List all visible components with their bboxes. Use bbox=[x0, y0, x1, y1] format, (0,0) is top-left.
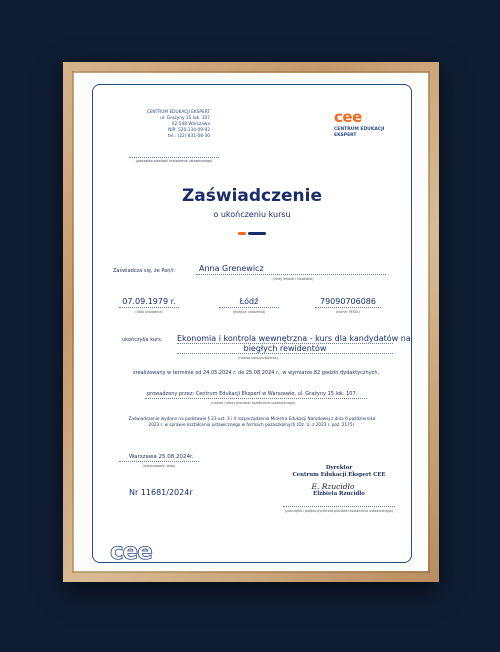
certificate-title: Zaświadczenie bbox=[181, 186, 323, 206]
director-name: Elżbieta Rzucidło bbox=[313, 491, 365, 497]
birth-place: Łódź bbox=[239, 297, 259, 306]
frame-mat bbox=[74, 73, 428, 571]
provider-caption: (nazwa i adres placówki kształcenia ustawicznego) bbox=[211, 401, 295, 405]
stamp-caption: (pieczątka placówki kształcenia ustawicznego) bbox=[135, 159, 213, 163]
birth-place-line bbox=[219, 307, 279, 308]
course-provider: prowadzony przez: Centrum Edukacji Ekspert w Warszawie, ul. Grażyny 15 lok. 107. bbox=[147, 391, 358, 397]
divider-navy bbox=[248, 232, 266, 235]
address-line: 02-548 Warszawa bbox=[171, 122, 210, 127]
institution-address bbox=[120, 110, 210, 140]
director-signature: E. Rzucidło bbox=[311, 482, 355, 491]
course-dates: zrealizowany w terminie od 24.05.2024 r. do 25.08.2024 r., w wymiarze 82 godzin dydaktycznych, bbox=[133, 370, 380, 376]
stamp-line bbox=[129, 157, 219, 158]
issue-place-date: Warszawa 25.08.2024r. bbox=[129, 454, 194, 460]
address-line: ul. Grażyny 15 lok. 107 bbox=[160, 116, 210, 121]
director-caption: (pieczątka i podpis dyrektora placówki kształcenia ustawicznego) bbox=[285, 509, 393, 513]
course-name-line2: biegłych rewidentów bbox=[243, 344, 327, 353]
logo-name-line2: EKSPERT bbox=[334, 132, 357, 138]
birth-date-line bbox=[119, 307, 179, 308]
institution-name: CENTRUM EDUKACJI EKSPERT bbox=[146, 110, 210, 115]
logo-mark: cee bbox=[334, 108, 362, 126]
cee-logo bbox=[334, 110, 394, 138]
course-name-line1: Ekonomia i kontrola wewnętrzna - kurs dla kandydatów na bbox=[177, 334, 411, 343]
logo-name-line1: CENTRUM EDUKACJI bbox=[334, 127, 385, 132]
person-label: Zaświadcza się, że Pan/i: bbox=[113, 268, 176, 274]
title-divider bbox=[238, 232, 266, 236]
director-sign-line bbox=[283, 506, 395, 507]
course-caption: (nazwa kursu/szkolenia) bbox=[238, 356, 278, 360]
person-name: Anna Grenewicz bbox=[199, 264, 264, 273]
watermark-logo: cee bbox=[110, 539, 152, 565]
picture-frame bbox=[63, 62, 439, 582]
provider-line bbox=[145, 398, 367, 399]
certificate bbox=[92, 84, 412, 563]
legal-line2: 2023 r. w sprawie kształcenia ustawicznego w formach pozaszkolnych (Dz. U. z 2023 r. poz. 2175). bbox=[148, 422, 356, 427]
address-line: NIP: 520-134-09-92 bbox=[168, 128, 210, 133]
director-block bbox=[279, 465, 399, 479]
pesel-line bbox=[315, 307, 381, 308]
certificate-subtitle: o ukończeniu kursu bbox=[213, 210, 291, 219]
director-org: Centrum Edukacji Ekspert CEE bbox=[292, 472, 386, 478]
pesel-caption: (numer PESEL) bbox=[335, 310, 361, 314]
birth-date-caption: (data urodzenia) bbox=[135, 310, 163, 314]
name-line bbox=[196, 274, 386, 275]
pesel: 79090706086 bbox=[320, 297, 376, 306]
course-line2 bbox=[177, 353, 393, 354]
divider-orange bbox=[238, 232, 246, 235]
legal-basis bbox=[93, 416, 411, 428]
name-caption: (imię/ imiona i nazwisko) bbox=[272, 277, 314, 281]
director-title: Dyrektor bbox=[325, 465, 353, 471]
course-label: ukończył/a kurs: bbox=[122, 337, 163, 343]
issue-date-caption: (miejscowość, data) bbox=[142, 464, 176, 468]
certificate-number: Nr 11681/2024r bbox=[129, 488, 193, 497]
legal-line1: Zaświadczenie wydano na podstawie § 23 ust. 3 i 4 rozporządzenia Ministra Edukacji Narodowej z dnia 6 października bbox=[128, 416, 376, 421]
birth-place-caption: (miejsce urodzenia) bbox=[232, 310, 266, 314]
birth-date: 07.09.1979 r. bbox=[122, 297, 176, 306]
issue-date-line bbox=[119, 461, 199, 462]
address-line: tel.: (22) 831-08-30 bbox=[167, 134, 210, 139]
